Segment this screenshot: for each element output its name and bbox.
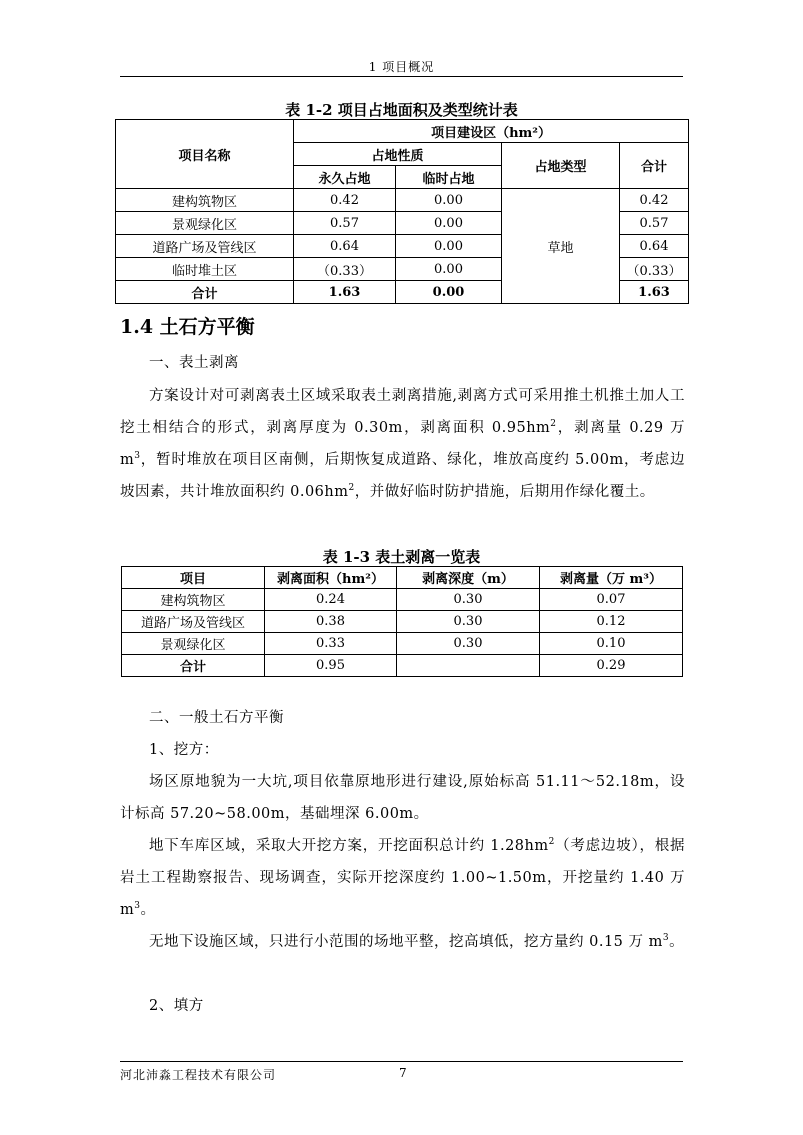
sum-permanent: 1.63 — [294, 281, 396, 304]
row-area: 0.24 — [265, 589, 397, 611]
col-depth: 剥离深度（m） — [397, 567, 540, 589]
row-depth: 0.30 — [397, 589, 540, 611]
paragraph-topsoil: 方案设计对可剥离表土区域采取表土剥离措施,剥离方式可采用推土机推土加人工挖土相结合的形式，剥离厚度为 0.30m，剥离面积 $0.95hm^2$，剥离量 0.29 万 $m^3$，暂时堆放在项目区南侧，后期恢复成道路、绿化，堆放高度约 5.00m，考虑边坡因素，共计堆放面积约 $0.06hm^2$，并做好临时防护措施，后期用作绿化覆土。 — [120, 388, 685, 500]
sum-name: 合计 — [116, 281, 294, 304]
subheading-topsoil: 一、表土剥离 — [149, 355, 239, 371]
row-name: 临时堆土区 — [116, 258, 294, 281]
sum-name: 合计 — [122, 655, 265, 677]
section-title: 1.4 土石方平衡 — [120, 316, 255, 338]
row-temporary: 0.00 — [396, 235, 502, 258]
row-name: 建构筑物区 — [122, 589, 265, 611]
topsoil-table — [121, 566, 683, 677]
row-volume: 0.07 — [540, 589, 683, 611]
sum-volume: 0.29 — [540, 655, 683, 677]
table1-caption: 表 1-2 项目占地面积及类型统计表 — [285, 101, 518, 119]
table2-caption: 表 1-3 表土剥离一览表 — [322, 548, 481, 566]
row-total: （0.33） — [620, 258, 689, 281]
table-row — [122, 611, 683, 633]
row-name: 景观绿化区 — [116, 212, 294, 235]
col-project-name: 项目名称 — [116, 120, 294, 189]
row-temporary: 0.00 — [396, 212, 502, 235]
row-temporary: 0.00 — [396, 189, 502, 212]
page-header: 1 项目概况 — [368, 60, 435, 74]
row-total: 0.64 — [620, 235, 689, 258]
col-project: 项目 — [122, 567, 265, 589]
row-volume: 0.12 — [540, 611, 683, 633]
footer-company: 河北沛淼工程技术有限公司 — [120, 1068, 277, 1082]
page-number: 7 — [399, 1066, 407, 1080]
type-header: 占地类型 — [502, 143, 620, 189]
row-name: 道路广场及管线区 — [116, 235, 294, 258]
sum-temporary: 0.00 — [396, 281, 502, 304]
paragraph-levelling: 无地下设施区域，只进行小范围的场地平整，挖高填低，挖方量约 0.15 万 $m^3$。 — [149, 933, 685, 950]
row-permanent: 0.57 — [294, 212, 396, 235]
land-use-table — [115, 119, 689, 304]
row-name: 景观绿化区 — [122, 633, 265, 655]
sum-row — [122, 655, 683, 677]
row-name: 建构筑物区 — [116, 189, 294, 212]
sum-depth — [397, 655, 540, 677]
row-temporary: 0.00 — [396, 258, 502, 281]
subheading-fill: 2、填方 — [149, 998, 204, 1014]
subheading-earthwork: 二、一般土石方平衡 — [149, 710, 284, 726]
row-permanent: 0.42 — [294, 189, 396, 212]
col-volume: 剥离量（万 m³） — [540, 567, 683, 589]
sum-area: 0.95 — [265, 655, 397, 677]
table-row — [122, 633, 683, 655]
row-depth: 0.30 — [397, 633, 540, 655]
subheading-excavation: 1、挖方： — [149, 742, 219, 758]
footer-divider — [120, 1061, 683, 1062]
sum-total: 1.63 — [620, 281, 689, 304]
group-header: 项目建设区（hm²） — [294, 120, 689, 143]
row-permanent: 0.64 — [294, 235, 396, 258]
row-depth: 0.30 — [397, 611, 540, 633]
row-total: 0.42 — [620, 189, 689, 212]
row-area: 0.33 — [265, 633, 397, 655]
row-name: 道路广场及管线区 — [122, 611, 265, 633]
table-row — [122, 589, 683, 611]
row-total: 0.57 — [620, 212, 689, 235]
col-area: 剥离面积（hm²） — [265, 567, 397, 589]
land-type-cell: 草地 — [502, 189, 620, 304]
row-volume: 0.10 — [540, 633, 683, 655]
paragraph-garage: 地下车库区域，采取大开挖方案，开挖面积总计约 $1.28hm^2$（考虑边坡），根据岩土工程勘察报告、现场调查，实际开挖深度约 1.00~1.50m，开挖量约 1.40 万 $m^3$。 — [120, 837, 686, 918]
paragraph-site: 场区原地貌为一大坑,项目依靠原地形进行建设,原始标高 51.11～52.18m，设计标高 57.20~58.00m，基础埋深 6.00m。 — [120, 774, 685, 822]
header-divider — [120, 76, 683, 77]
nature-header: 占地性质 — [294, 143, 502, 166]
row-permanent: （0.33） — [294, 258, 396, 281]
table-row — [116, 189, 689, 212]
total-header: 合计 — [620, 143, 689, 189]
temporary-header: 临时占地 — [396, 166, 502, 189]
permanent-header: 永久占地 — [294, 166, 396, 189]
row-area: 0.38 — [265, 611, 397, 633]
